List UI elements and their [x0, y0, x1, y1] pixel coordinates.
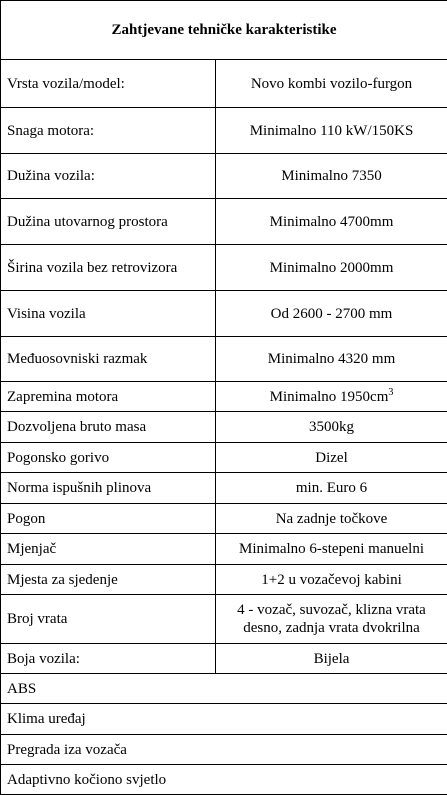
- spec-value: Dizel: [216, 443, 447, 473]
- spec-value: 1+2 u vozačevoj kabini: [216, 565, 447, 595]
- table-row: [1, 565, 447, 595]
- spec-label: Visina vozila: [1, 291, 216, 337]
- spec-label: Mjesta za sjedenje: [1, 565, 216, 595]
- spec-label: Dužina utovarnog prostora: [1, 199, 216, 245]
- spec-label: Snaga motora:: [1, 108, 216, 154]
- spec-label: Boja vozila:: [1, 644, 216, 674]
- spec-value: Na zadnje točkove: [216, 504, 447, 534]
- spec-value: Minimalno 6-stepeni manuelni: [216, 534, 447, 565]
- table-row: [1, 443, 447, 473]
- table-row: [1, 644, 447, 674]
- table-row: [1, 60, 447, 108]
- table-row: [1, 534, 447, 565]
- spec-label: Dužina vozila:: [1, 154, 216, 199]
- spec-label: Pogon: [1, 504, 216, 534]
- spec-value-text: Minimalno 1950cm: [270, 389, 389, 405]
- spec-value: 4 - vozač, suvozač, klizna vrata desno, zadnja vrata dvokrilna: [216, 595, 447, 644]
- spec-value: Minimalno 4320 mm: [216, 337, 447, 382]
- spec-value: Minimalno 7350: [216, 154, 447, 199]
- spec-label: Mjenjač: [1, 534, 216, 565]
- table-row: [1, 199, 447, 245]
- table-row: [1, 291, 447, 337]
- table-title-row: [1, 1, 447, 60]
- superscript: 3: [388, 387, 393, 398]
- table-row: [1, 154, 447, 199]
- table-row: [1, 108, 447, 154]
- spec-label: Broj vrata: [1, 595, 216, 644]
- feature-label: Adaptivno kočiono svjetlo: [1, 765, 447, 795]
- spec-value: Bijela: [216, 644, 447, 674]
- table-row-full: [1, 735, 447, 765]
- table-row: [1, 504, 447, 534]
- spec-label: Širina vozila bez retrovizora: [1, 245, 216, 291]
- table-row: [1, 337, 447, 382]
- spec-value: min. Euro 6: [216, 473, 447, 504]
- feature-label: Klima uređaj: [1, 704, 447, 735]
- table-row: [1, 245, 447, 291]
- spec-value: Od 2600 - 2700 mm: [216, 291, 447, 337]
- spec-value: Minimalno 110 kW/150KS: [216, 108, 447, 154]
- spec-label: Međuosovniski razmak: [1, 337, 216, 382]
- feature-label: Pregrada iza vozača: [1, 735, 447, 765]
- spec-label: Pogonsko gorivo: [1, 443, 216, 473]
- table-title: Zahtjevane tehničke karakteristike: [1, 1, 447, 60]
- spec-value: 3500kg: [216, 412, 447, 443]
- table-row: [1, 595, 447, 644]
- table-row: [1, 382, 447, 412]
- spec-value: Minimalno 2000mm: [216, 245, 447, 291]
- spec-value: Novo kombi vozilo-furgon: [216, 60, 447, 108]
- table-row: [1, 412, 447, 443]
- spec-value: [216, 382, 447, 412]
- spec-label: Vrsta vozila/model:: [1, 60, 216, 108]
- spec-label: Norma ispušnih plinova: [1, 473, 216, 504]
- table-row: [1, 473, 447, 504]
- spec-label: Zapremina motora: [1, 382, 216, 412]
- spec-label: Dozvoljena bruto masa: [1, 412, 216, 443]
- spec-value: Minimalno 4700mm: [216, 199, 447, 245]
- table-row-full: [1, 674, 447, 704]
- feature-label: ABS: [1, 674, 447, 704]
- table-row-full: [1, 704, 447, 735]
